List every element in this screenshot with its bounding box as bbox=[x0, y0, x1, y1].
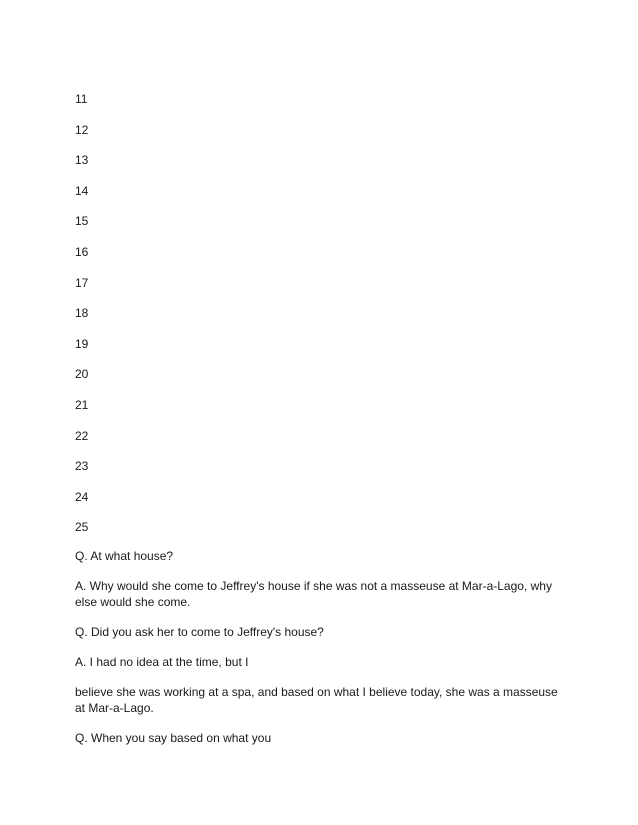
answer-continuation-paragraph: believe she was working at a spa, and based on what I believe today, she was a masseuse at Mar-a-Lago. bbox=[75, 685, 558, 715]
answer-paragraph: A. Why would she come to Jeffrey's house if she was not a masseuse at Mar-a-Lago, why else would she come. bbox=[75, 579, 552, 609]
line-number: 23 bbox=[75, 459, 89, 474]
line-number: 21 bbox=[75, 397, 89, 412]
line-number: 16 bbox=[75, 244, 89, 259]
line-number: 19 bbox=[75, 336, 89, 351]
question-paragraph: Q. Did you ask her to come to Jeffrey's house? bbox=[75, 625, 324, 639]
answer-paragraph: A. I had no idea at the time, but I bbox=[75, 655, 249, 669]
line-number: 24 bbox=[75, 489, 89, 504]
line-number: 15 bbox=[75, 214, 89, 229]
line-number-column bbox=[75, 92, 135, 551]
line-number: 11 bbox=[75, 92, 88, 106]
line-number: 12 bbox=[75, 122, 89, 137]
line-number: 20 bbox=[75, 367, 89, 382]
line-number: 14 bbox=[75, 183, 89, 198]
line-number: 13 bbox=[75, 153, 89, 168]
question-paragraph: Q. At what house? bbox=[75, 549, 174, 563]
transcript-body bbox=[75, 548, 565, 760]
line-number: 22 bbox=[75, 428, 89, 443]
line-number: 18 bbox=[75, 306, 89, 321]
line-number: 17 bbox=[75, 275, 89, 290]
line-number: 25 bbox=[75, 520, 89, 535]
question-paragraph: Q. When you say based on what you bbox=[75, 731, 272, 745]
